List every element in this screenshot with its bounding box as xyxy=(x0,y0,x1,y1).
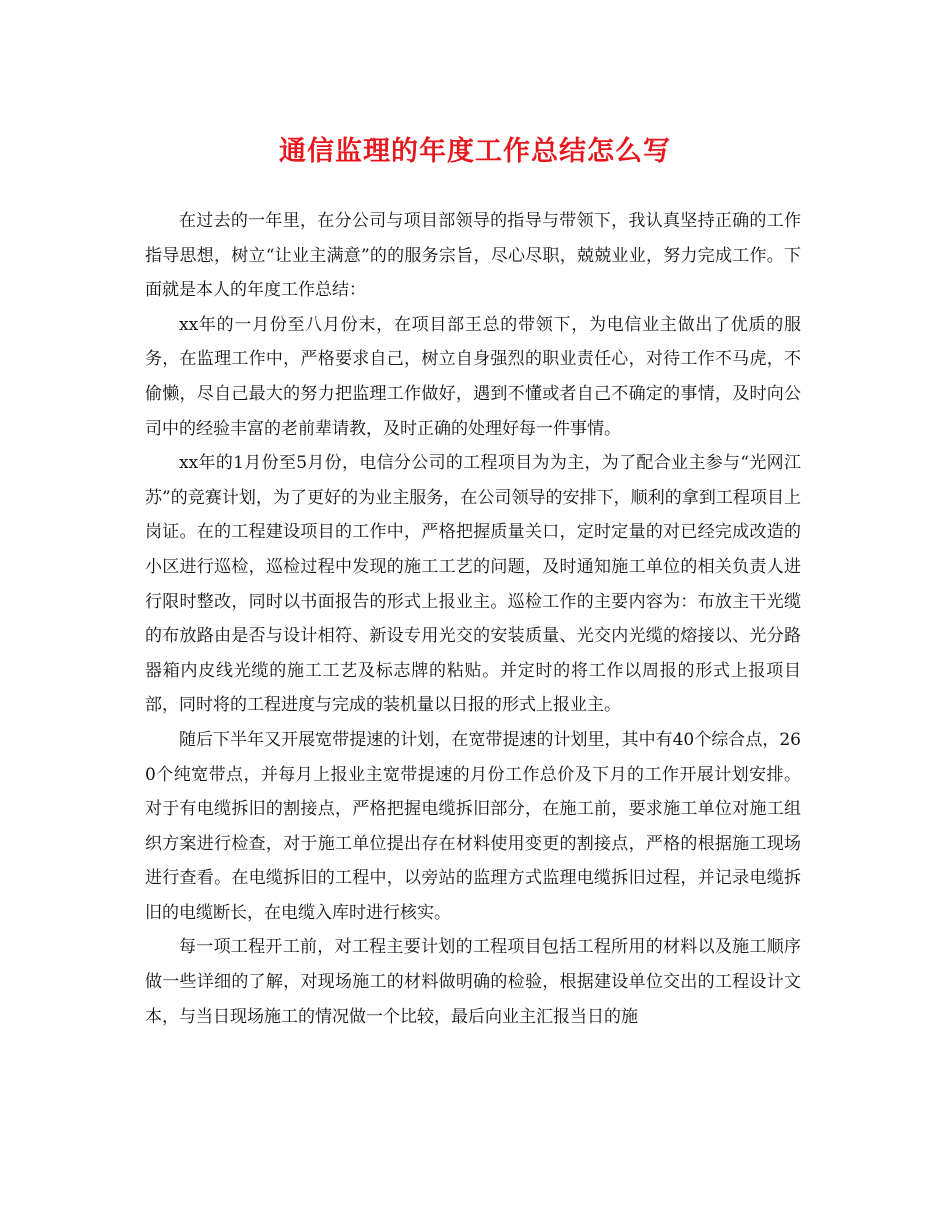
document-title: 通信监理的年度工作总结怎么写 xyxy=(279,136,671,167)
document-body xyxy=(145,204,801,1034)
paragraph: 随后下半年又开展宽带提速的计划，在宽带提速的计划里，其中有40个综合点，260个纯宽带点，并每月上报业主宽带提速的月份工作总价及下月的工作开展计划安排。对于有电缆拆旧的割接点，严格把握电缆拆旧部分，在施工前，要求施工单位对施工组织方案进行检查，对于施工单位提出存在材料使用变更的割接点，严格的根据施工现场进行查看。在电缆拆旧的工程中，以旁站的监理方式监理电缆拆旧过程，并记录电缆拆旧的电缆断长，在电缆入库时进行核实。 xyxy=(145,729,801,923)
paragraph: xx年的一月份至八月份末，在项目部王总的带领下，为电信业主做出了优质的服务，在监理工作中，严格要求自己，树立自身强烈的职业责任心，对待工作不马虎，不偷懒，尽自己最大的努力把监理工作做好，遇到不懂或者自己不确定的事情，及时向公司中的经验丰富的老前辈请教，及时正确的处理好每一件事情。 xyxy=(145,314,801,439)
paragraph: 每一项工程开工前，对工程主要计划的工程项目包括工程所用的材料以及施工顺序做一些详细的了解，对现场施工的材料做明确的检验，根据建设单位交出的工程设计文本，与当日现场施工的情况做一个比较，最后向业主汇报当日的施 xyxy=(145,937,801,1027)
paragraph: 在过去的一年里，在分公司与项目部领导的指导与带领下，我认真坚持正确的工作指导思想，树立“让业主满意”的的服务宗旨，尽心尽职，兢兢业业，努力完成工作。下面就是本人的年度工作总结： xyxy=(145,211,801,301)
paragraph: xx年的1月份至5月份，电信分公司的工程项目为为主，为了配合业主参与“光网江苏”的竞赛计划，为了更好的为业主服务，在公司领导的安排下，顺利的拿到工程项目上岗证。在的工程建设项目的工作中，严格把握质量关口，定时定量的对已经完成改造的小区进行巡检，巡检过程中发现的施工工艺的问题，及时通知施工单位的相关负责人进行限时整改，同时以书面报告的形式上报业主。巡检工作的主要内容为：布放主干光缆的布放路由是否与设计相符、新设专用光交的安装质量、光交内光缆的熔接以、光分路器箱内皮线光缆的施工工艺及标志牌的粘贴。并定时的将工作以周报的形式上报项目部，同时将的工程进度与完成的装机量以日报的形式上报业主。 xyxy=(145,453,801,716)
